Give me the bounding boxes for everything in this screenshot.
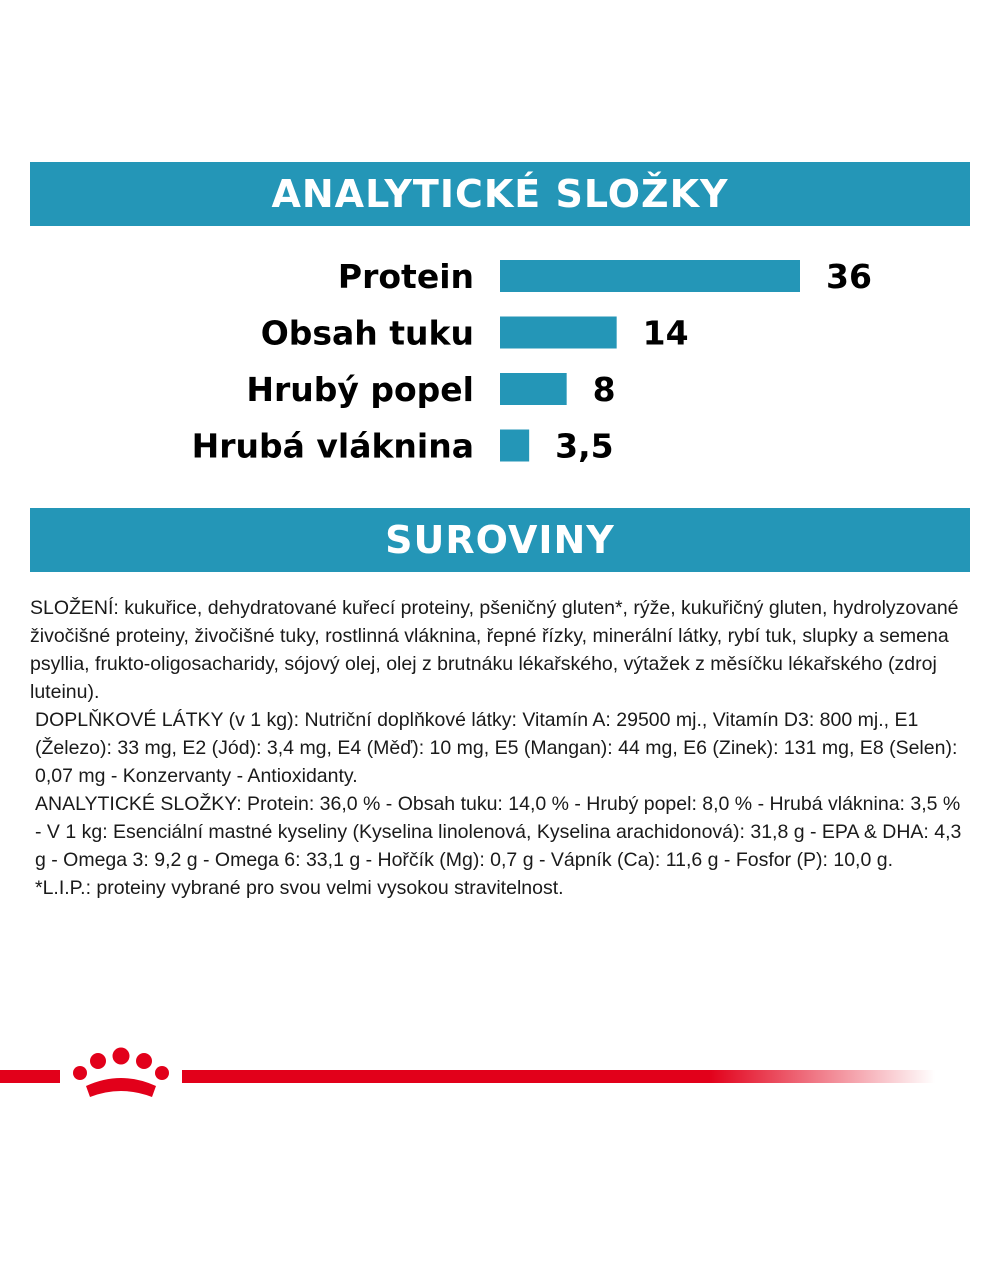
bar [500, 260, 800, 292]
category-label: Hrubý popel [246, 370, 474, 409]
composition-paragraph: SLOŽENÍ: kukuřice, dehydratované kuřecí proteiny, pšeničný gluten*, rýže, kukuřičný gluten, hydrolyzované živočišné proteiny, živočišné tuky, rostlinná vláknina, řepné řízky, minerální látky, rybí tuk, slupky a semena psyllia, frukto-oligosacharidy, sójový olej, olej z brutnáku lékařského, výtažek z měsíčku lékařského (zdroj luteinu). [30, 597, 959, 703]
section-title-analytic: ANALYTICKÉ SLOŽKY [271, 172, 729, 216]
section-title-ingredients: SUROVINY [385, 518, 615, 562]
bar [500, 373, 567, 405]
category-label: Hrubá vláknina [191, 426, 474, 466]
section-banner-ingredients [30, 508, 970, 572]
bar [500, 317, 617, 349]
composition-text [30, 594, 970, 902]
brand-line-right [182, 1070, 935, 1083]
value-label: 3,5 [555, 426, 614, 466]
nutrient-bar-chart [0, 240, 1000, 480]
crown-logo-icon [73, 1048, 169, 1098]
value-label: 8 [592, 370, 616, 409]
footnote-paragraph: *L.I.P.: proteiny vybrané pro svou velmi vysokou stravitelnost. [35, 877, 564, 899]
brand-line-left [0, 1070, 60, 1083]
analytic-paragraph: ANALYTICKÉ SLOŽKY: Protein: 36,0 % - Obsah tuku: 14,0 % - Hrubý popel: 8,0 % - Hrubá vláknina: 3,5 % - V 1 kg: Esenciální mastné kyseliny (Kyselina linolenová, Kyselina arachidonová): 31,8 g - EPA & DHA: 4,3 g - Omega 3: 9,2 g - Omega 6: 33,1 g - Hořčík (Mg): 0,7 g - Vápník (Ca): 11,6 g - Fosfor (P): 10,0 g. [35, 793, 962, 871]
category-label: Obsah tuku [260, 313, 474, 353]
additives-paragraph: DOPLŇKOVÉ LÁTKY (v 1 kg): Nutriční doplňkové látky: Vitamín A: 29500 mj., Vitamín D3: 800 mj., E1 (Železo): 33 mg, E2 (Jód): 3,4 mg, E4 (Měď): 10 mg, E5 (Mangan): 44 mg, E6 (Zinek): 131 mg, E8 (Selen): 0,07 mg - Konzervanty - Antioxidanty. [35, 709, 958, 787]
bar [500, 430, 529, 462]
brand-footer [0, 1040, 1000, 1110]
value-label: 36 [826, 257, 872, 296]
category-label: Protein [337, 257, 474, 296]
value-label: 14 [642, 313, 689, 353]
section-banner-analytic [30, 162, 970, 226]
